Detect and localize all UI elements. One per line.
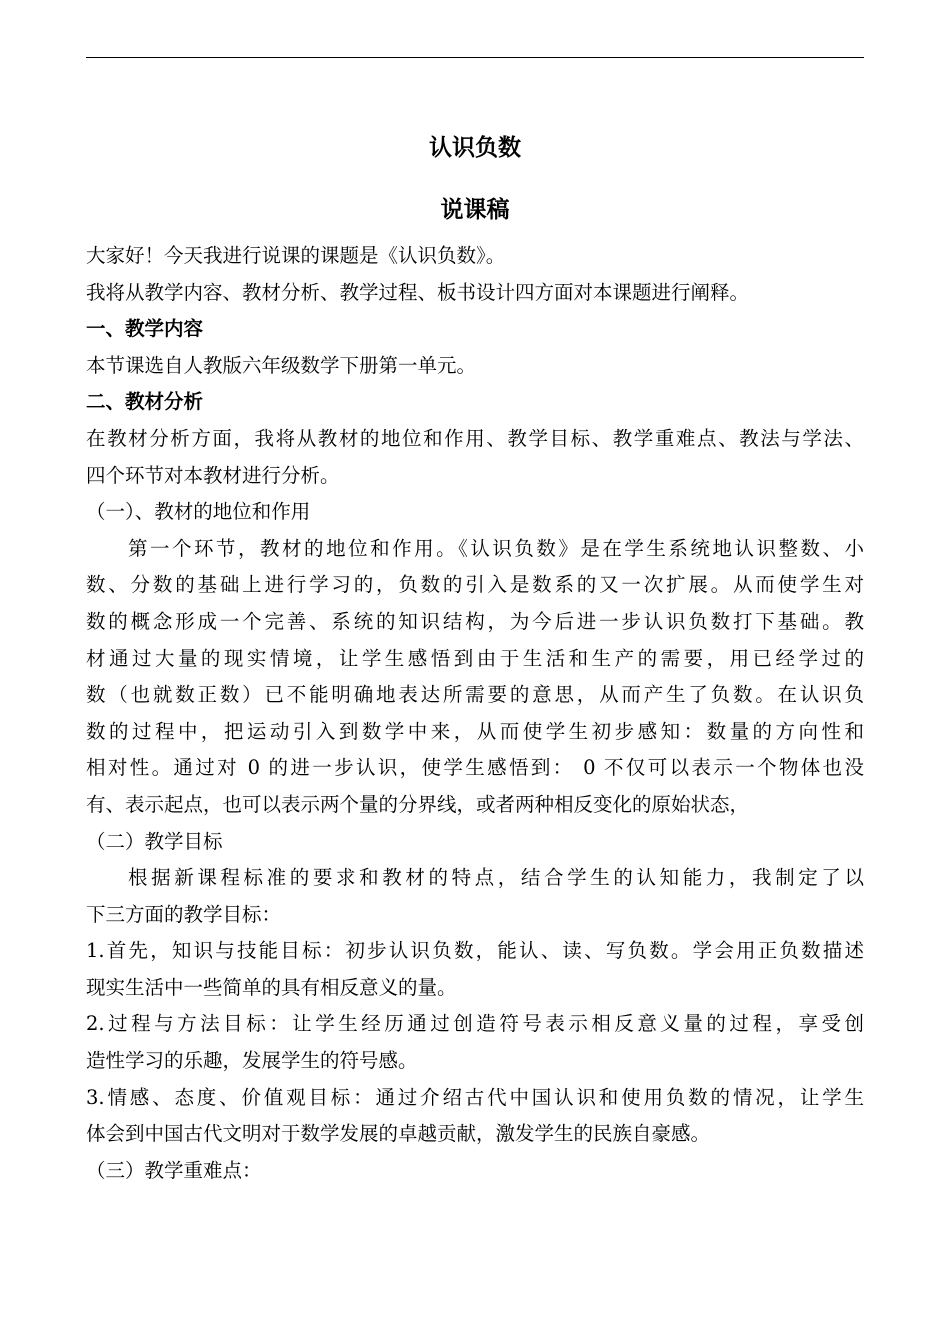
text-line: 相对性。通过对 0 的进一步认识，使学生感悟到： 0 不仅可以表示一个物体也没	[86, 756, 864, 780]
text-line: 造性学习的乐趣，发展学生的符号感。	[86, 1049, 418, 1073]
text-line: 四个环节对本教材进行分析。	[86, 463, 340, 487]
text-line: 我将从教学内容、教材分析、教学过程、板书设计四方面对本课题进行阐释。	[86, 280, 750, 304]
text-line: （一）、教材的地位和作用	[86, 500, 311, 524]
section-heading: 二、教材分析	[86, 390, 204, 414]
text-line: 有、表示起点，也可以表示两个量的分界线，或者两种相反变化的原始状态，	[86, 792, 750, 816]
text-line: 在教材分析方面，我将从教材的地位和作用、教学目标、教学重难点、教法与学法、	[86, 426, 864, 450]
document-text	[86, 238, 864, 1189]
text-line: 大家好！今天我进行说课的课题是《认识负数》。	[86, 244, 506, 267]
text-line: （二）教学目标	[86, 829, 223, 853]
section-heading: 一、教学内容	[86, 317, 204, 341]
header-rule	[86, 57, 864, 58]
text-line: 材通过大量的现实情境，让学生感悟到由于生活和生产的需要，用已经学过的	[86, 646, 864, 670]
text-line: 2.过程与方法目标：让学生经历通过创造符号表示相反意义量的过程，享受创	[86, 1012, 864, 1036]
document-subtitle: 说课稿	[440, 196, 510, 223]
document-body	[86, 128, 864, 1189]
text-line: 数的概念形成一个完善、系统的知识结构，为今后进一步认识负数打下基础。教	[86, 609, 864, 633]
text-line: 数（也就数正数）已不能明确地表达所需要的意思，从而产生了负数。在认识负	[86, 683, 864, 707]
document-title: 认识负数	[429, 134, 521, 161]
text-line: 数、分数的基础上进行学习的，负数的引入是数系的又一次扩展。从而使学生对	[86, 573, 864, 597]
text-line: 根据新课程标准的要求和教材的特点，结合学生的认知能力，我制定了以	[128, 866, 864, 890]
text-line: 现实生活中一些简单的具有相反意义的量。	[86, 975, 457, 999]
text-line: 第一个环节，教材的地位和作用。《认识负数》是在学生系统地认识整数、小	[128, 536, 864, 560]
text-line: （三）教学重难点：	[86, 1158, 262, 1182]
text-line: 体会到中国古代文明对于数学发展的卓越贡献，激发学生的民族自豪感。	[86, 1122, 711, 1146]
text-line: 3.情感、态度、价值观目标：通过介绍古代中国认识和使用负数的情况，让学生	[86, 1085, 864, 1109]
text-line: 数的过程中，把运动引入到数学中来，从而使学生初步感知：数量的方向性和	[86, 719, 864, 743]
text-line: 本节课选自人教版六年级数学下册第一单元。	[86, 353, 477, 377]
text-line: 下三方面的教学目标：	[86, 902, 282, 926]
text-line: 1.首先，知识与技能目标：初步认识负数，能认、读、写负数。学会用正负数描述	[86, 939, 864, 963]
